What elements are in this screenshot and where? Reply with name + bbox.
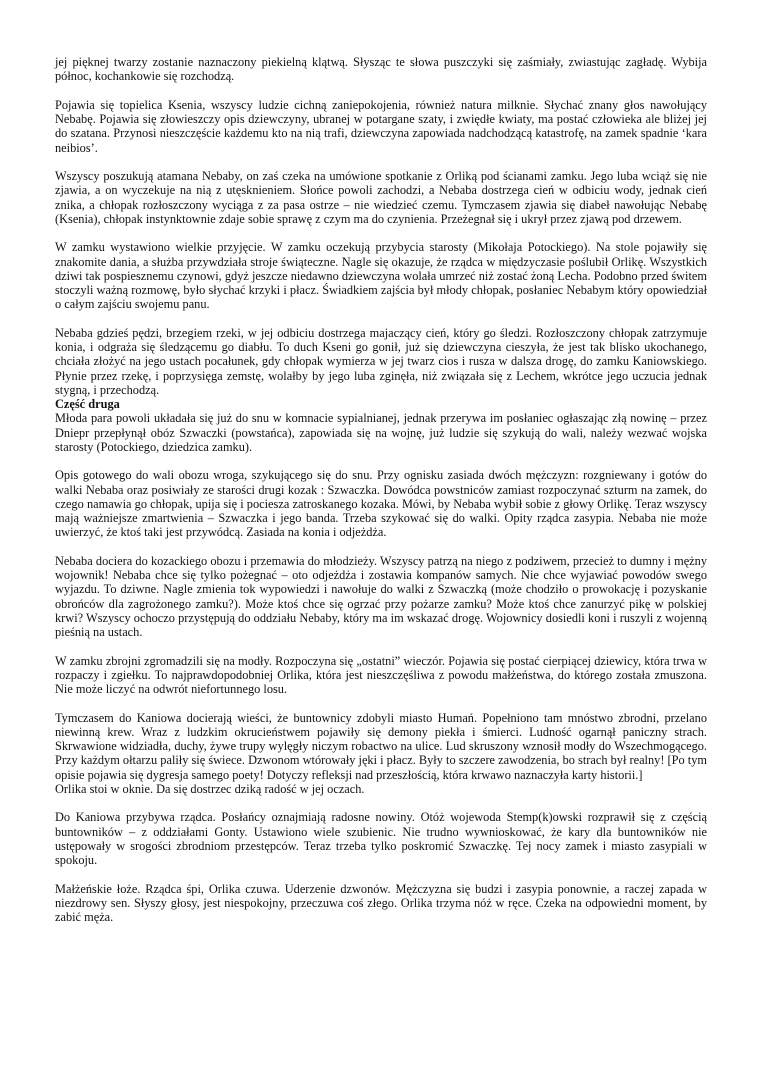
paragraph: W zamku wystawiono wielkie przyjęcie. W zamku oczekują przybycia starosty (Mikołaja Potockiego). Na stole pojawiły się znakomite dania, a służba przywdziała stroje świąteczne. Nagle się okazuje, że rządca w międzyczasie poślubił Orlikę. Wszystkich dziwi tak pospiesznemu czynowi, gdyż jeszcze niedawno dziewczyna wolała umrzeć niż zostać żoną Lecha. Podobno przed świtem stoczyli ważną rozmowę, było słychać krzyki i płacz. Świadkiem zajścia był młody chłopak, posłaniec Nebabym który opowiedział o całym zajściu swojemu panu. [55,240,707,312]
paragraph: Opis gotowego do wali obozu wroga, szykującego się do snu. Przy ognisku zasiada dwóch mężczyzn: rozgniewany i gotów do walki Nebaba oraz posiwiały ze starości drugi kozak : Szwaczka. Dowódca powstniców zamiast rozpoczynać szturm na zamek, do czego namawia go chłopak, upija się i pociesza zatroskanego kozaka. Mówi, by Nebaba wybił sobie z głowy Orlikę. Teraz wszyscy mają ważniejsze zmartwienia – Szwaczka i jego banda. Trzeba szykować się do walki. Opity rządca zasypia. Nebaba nie może uwierzyć, że ktoś taki jest przywódcą. Zasiada na konia i odjeżdża. [55,468,707,540]
paragraph: Nebaba gdzieś pędzi, brzegiem rzeki, w jej odbiciu dostrzega majaczący cień, który go śledzi. Rozłoszczony chłopak zatrzymuje konia, i odgraża się śledzącemu go diabłu. To duch Kseni go gonił, już się dziewczyna cieszyła, że jest tak blisko ukochanego, chciała złożyć na jego ustach pocałunek, gdy chłopak wymierza w jej twarz cios i rusza w dalsza drogę, do zamku Kaniowskiego. Płynie przez rzekę, i poprzysięga zemstę, wolałby by jego luba zginęła, niż związała się z Lechem, wkrótce jego uczucia jednak stygną, i przechodzą. [55,325,707,397]
paragraph: Wszyscy poszukują atamana Nebaby, on zaś czeka na umówione spotkanie z Orliką pod ścianami zamku. Jego luba wciąż się nie zjawia, a on wyczekuje na nią z utęsknieniem. Słońce powoli zachodzi, a Nebaba dostrzega cień w odbiciu wody, jednak cień znika, a chłopak rozłoszczony wyciąga z za pasa ostrze – nie wiedzieć czemu. Tymczasem zjawia się diabeł nawołując Nebabę (Ksenia), chłopak instynktownie zdaje sobie sprawę z czym ma do czynienia. Przeżegnał się i ukrył przez zjawą pod drzewem. [55,169,707,226]
paragraph: jej pięknej twarzy zostanie naznaczony piekielną klątwą. Słysząc te słowa puszczyki się zaśmiały, zwiastując zagładę. Wybija północ, kochankowie się rozchodzą. [55,55,707,84]
paragraph: Do Kaniowa przybywa rządca. Posłańcy oznajmiają radosne nowiny. Otóż wojewoda Stemp(k)owski rozprawił się z częścią buntowników – z oddziałami Gonty. Ustawiono wiele szubienic. Nie trudno wywnioskować, że kary dla buntowników nie ustępowały w srogości zbrodniom przestępców. Teraz trzeba tylko poskromić Szwaczkę. Tej nocy zamek i miasto zasypiali w spokoju. [55,810,707,867]
paragraph: Tymczasem do Kaniowa docierają wieści, że buntownicy zdobyli miasto Humań. Popełniono tam mnóstwo zbrodni, przelano niewinną krew. Wraz z ludzkim okrucieństwem pojawiły się demony piekła i śmierci. Ludność ogarnął paniczny strach. Skrwawione widziadła, duchy, żywe trupy wylęgły niczym robactwo na ulice. Lud skruszony wznosił modły do Wszechmogącego. Przy każdym ołtarzu paliły się świece. Dzwonom wtórowały jęki i płacz. Były to szczere zawodzenia, bo strach był realny! [Po tym opisie pojawia się dygresja samego poety! Dotyczy refleksji nad przeszłością, która krwawo naznaczyła karty historii.] [55,710,707,782]
paragraph: Małżeńskie łoże. Rządca śpi, Orlika czuwa. Uderzenie dzwonów. Mężczyzna się budzi i zasypia ponownie, a raczej zapada w niezdrowy sen. Słyszy głosy, jest niespokojny, przeczuwa coś złego. Orlika trzyma nóż w ręce. Czeka na odpowiedni moment, by zabić męża. [55,881,707,924]
paragraph: Pojawia się topielica Ksenia, wszyscy ludzie cichną zaniepokojenia, również natura milknie. Słychać znany głos nawołujący Nebabę. Pojawia się złowieszczy opis dziewczyny, ubranej w potargane szaty, i zwiędłe kwiaty, ma postać człowieka ale bliżej jej do szatana. Przynosi nieszczęście każdemu kto na nią trafi, dziewczyna zapowiada nadchodzącą katastrofę, na zamek spadnie ‘kara neibios’. [55,97,707,155]
paragraph: Nebaba dociera do kozackiego obozu i przemawia do młodzieży. Wszyscy patrzą na niego z podziwem, przecież to dumny i mężny wojownik! Nebaba chce się tylko pożegnać – oto odjeżdża i zostawia kompanów samych. Nie chce wyjawiać powodów swego wyjazdu. To dziwne. Nagle zmienia tok wypowiedzi i nawołuje do walki z Szwaczką (może chodziło o prowokację i pozyskanie obrońców dla zagrożonego zamku?). Może ktoś chce się ogrzać przy pożarze zamku? Może ktoś chce zanurzyć pikę w polskiej krwi? Wszyscy ochoczo przystępują do oddziału Nebaby, który ma im wskazać drogę. Wojownicy dosiedli koni i ruszyli z wojenną pieśnią na ustach. [55,553,707,639]
paragraph: W zamku zbrojni zgromadzili się na modły. Rozpoczyna się „ostatni” wieczór. Pojawia się postać cierpiącej dziewicy, która trwa w rozpaczy i zgiełku. To najprawdopodobniej Orlika, która jest nieszczęśliwa z powodu małżeństwa, do którego została zmuszona. Nie może liczyć na odwrót niefortunnego losu. [55,653,707,696]
section-heading: Część druga [55,397,120,411]
paragraph: Młoda para powoli układała się już do snu w komnacie sypialnianej, jednak przerywa im posłaniec ogłaszając złą nowinę – przez Dniepr przepłynął obóz Szwaczki (powstańca), zapowiada się na wojnę, już ludzie się szykują do wali, należy wezwać wojska starosty (Potockiego, dziedzica zamku). [55,411,707,454]
paragraph: Orlika stoi w oknie. Da się dostrzec dziką radość w jej oczach. [55,781,365,796]
